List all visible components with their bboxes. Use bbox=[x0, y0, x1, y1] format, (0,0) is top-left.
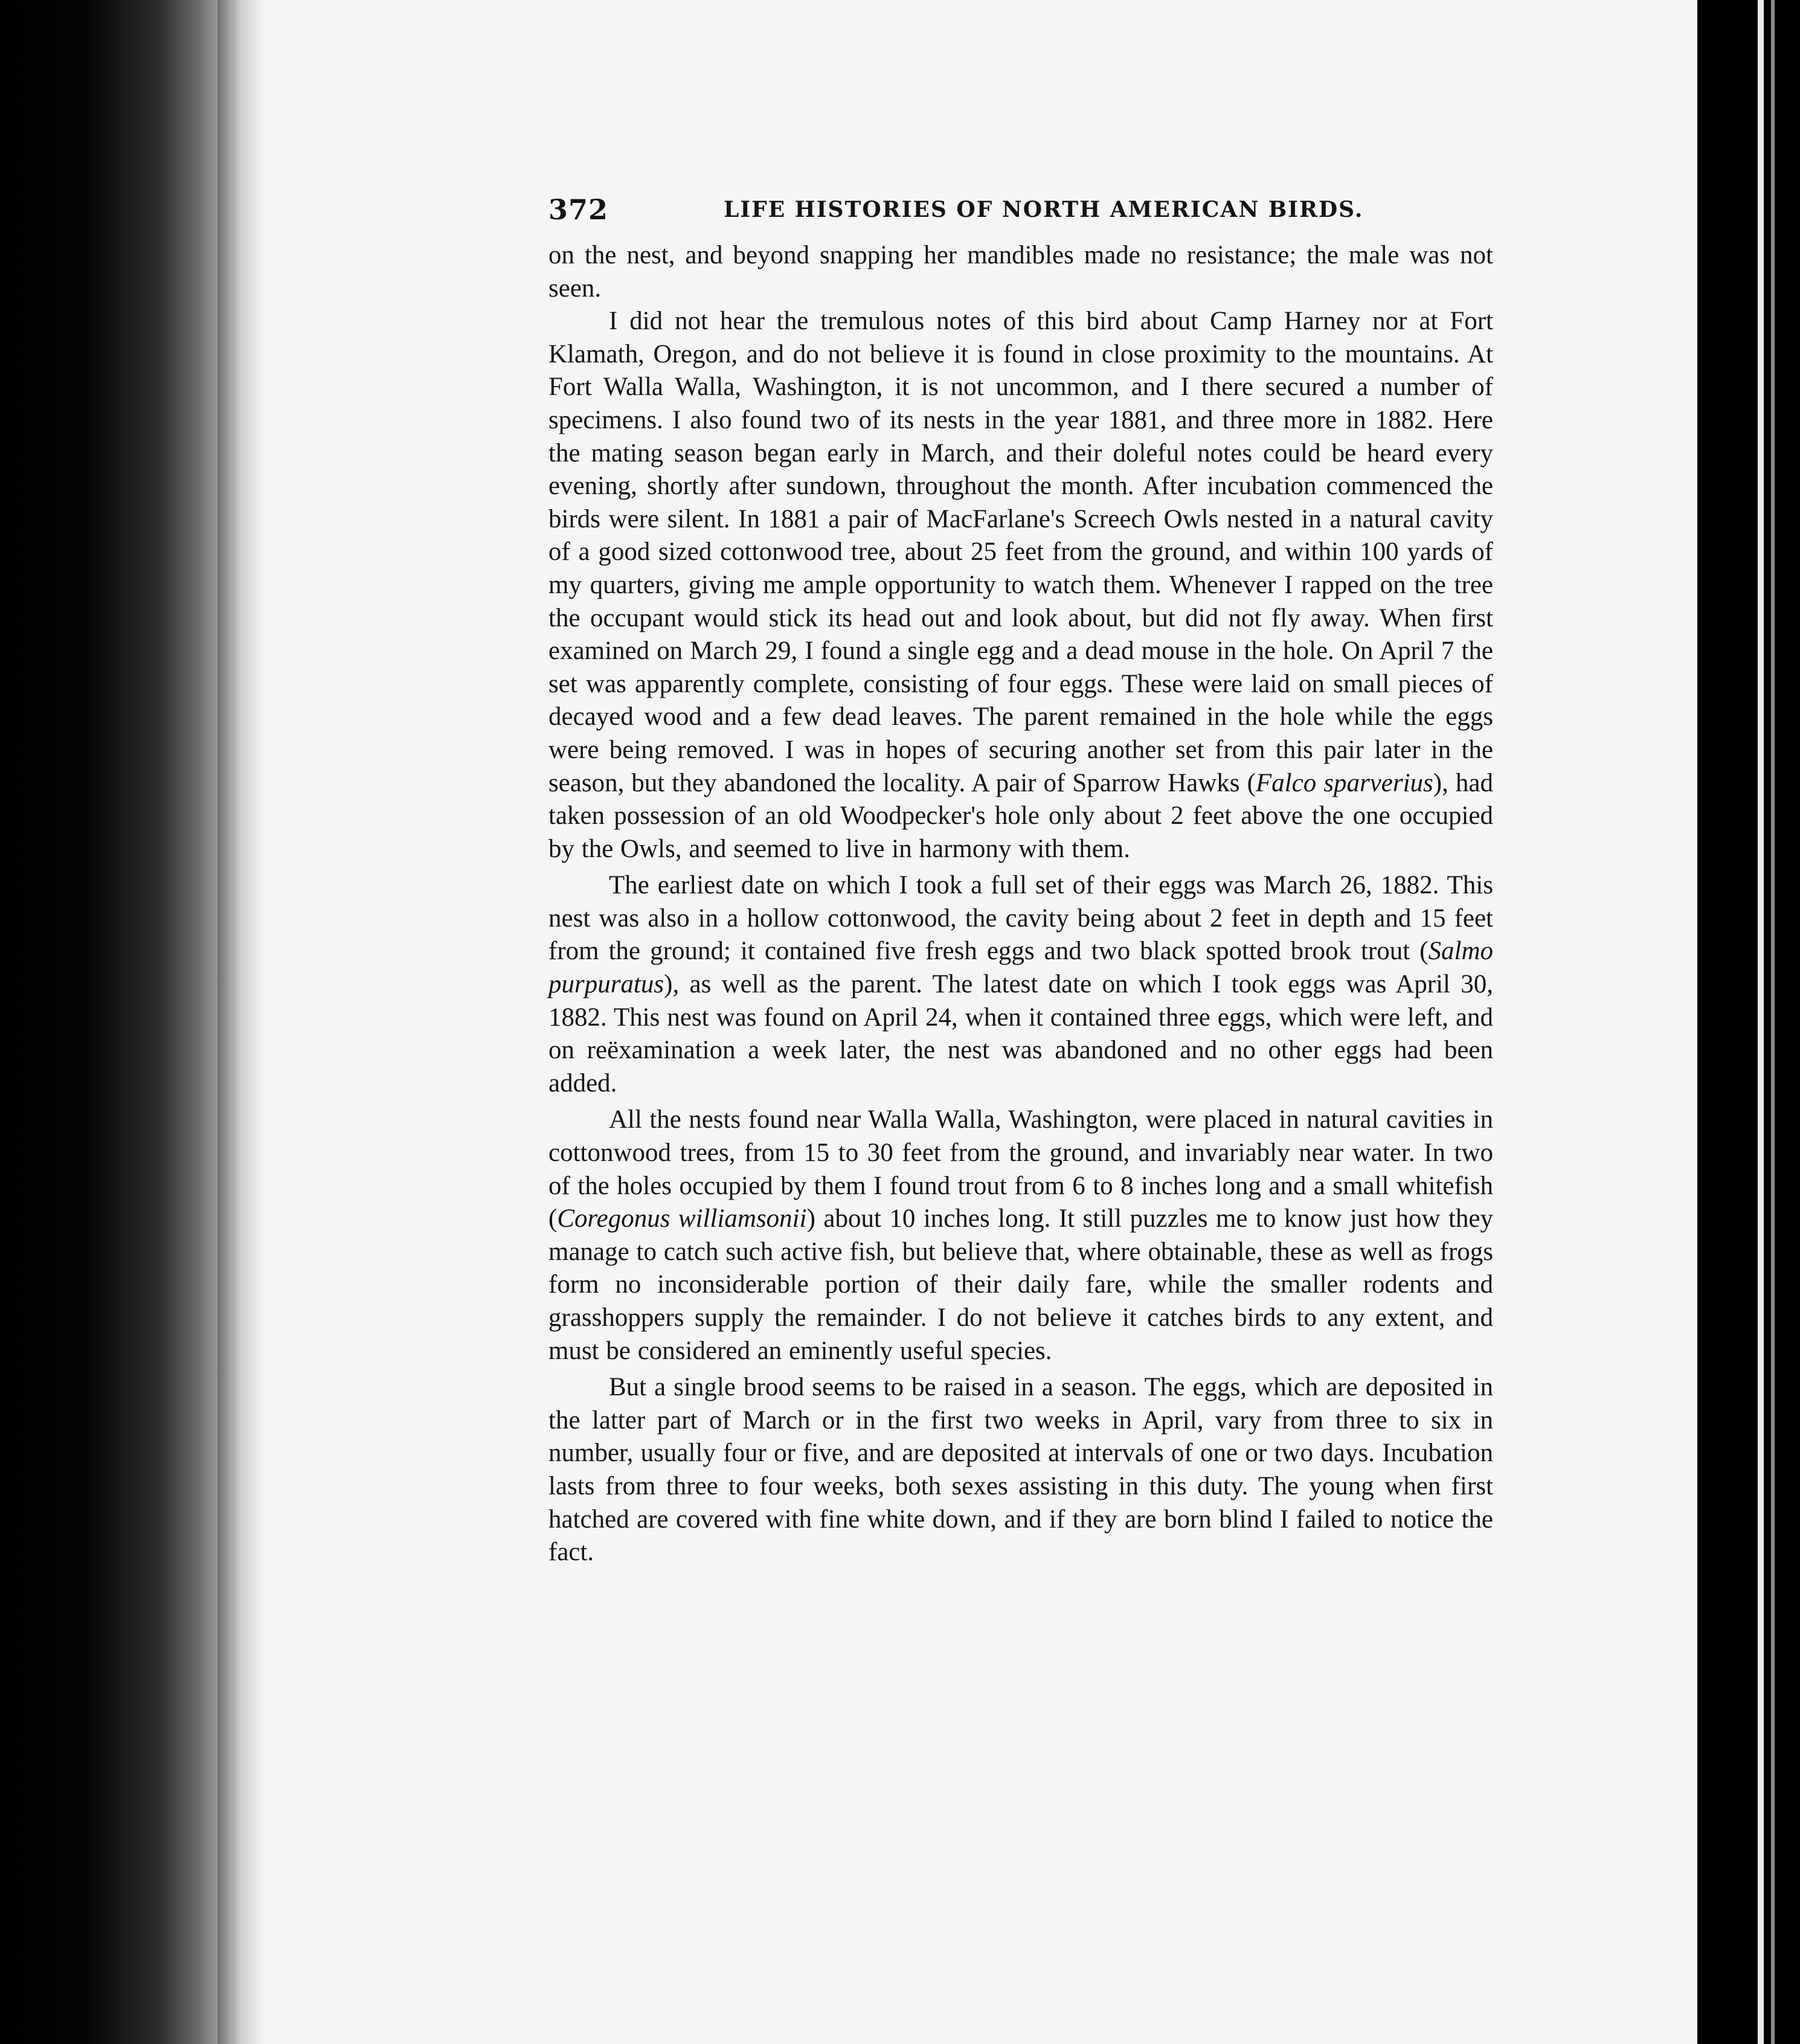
running-head bbox=[548, 193, 1493, 236]
paragraph-2-text-b: ), had taken possession of an old Woodpecker's hole only about 2 feet above the one occupied by the Owls, and seemed to live in harmony with them. bbox=[548, 768, 1493, 863]
paragraph-2-species-name: Falco sparverius bbox=[1255, 768, 1433, 797]
paragraph-1: on the nest, and beyond snapping her mandibles made no resistance; the male was not seen. bbox=[548, 241, 1493, 303]
right-page-edge bbox=[1697, 0, 1800, 2044]
paragraph-2-text-a: I did not hear the tremulous notes of this bird about Camp Harney nor at Fort Klamath, Oregon, and do not believe it is found in close proximity to the mountains. At Fort Walla Walla, Washington, it is not uncommon, and I there secured a number of specimens. I also found two of its nests in the year 1881, and three more in 1882. Here the mating season began early in March, and their doleful notes could be heard every evening, shortly after sundown, throughout the month. After incubation commenced the birds were silent. In 1881 a pair of MacFarlane's Screech Owls nested in a natural cavity of a good sized cottonwood tree, about 25 feet from the ground, and within 100 yards of my quarters, giving me ample opportunity to watch them. Whenever I rapped on the tree the occupant would stick its head out and look about, but did not fly away. When first examined on March 29, I found a single egg and a dead mouse in the hole. On April 7 the set was apparently complete, consisting of four eggs. These were laid on small pieces of decayed wood and a few dead leaves. The parent remained in the hole while the eggs were being removed. I was in hopes of securing another set from this pair later in the season, but they abandoned the locality. A pair of Sparrow Hawks ( bbox=[548, 307, 1493, 797]
paragraph-3 bbox=[548, 869, 1493, 1100]
page-gutter-shadow bbox=[217, 0, 266, 2044]
paragraph-2 bbox=[548, 305, 1493, 866]
page-number: 372 bbox=[548, 193, 609, 226]
paragraph-4 bbox=[548, 1104, 1493, 1367]
right-edge-grey-strip bbox=[1771, 0, 1775, 2044]
paragraph-4-species-name: Coregonus williamsonii bbox=[557, 1204, 807, 1233]
binding-shadow bbox=[0, 0, 254, 2044]
text-block bbox=[548, 193, 1493, 1569]
running-title: LIFE HISTORIES OF NORTH AMERICAN BIRDS. bbox=[724, 197, 1364, 222]
right-edge-light-strip bbox=[1758, 0, 1764, 2044]
paragraph-3-text-b: ), as well as the parent. The latest date on which I took eggs was April 30, 1882. This nest was found on April 24, when it contained three eggs, which were left, and on reëxamination a week later, the nest was abandoned and no other eggs had been added. bbox=[548, 970, 1493, 1098]
paragraph-4-text-a: All the nests found near Walla Walla, Washington, were placed in natural cavities in cottonwood trees, from 15 to 30 feet from the ground, and invariably near water. In two of the holes occupied by them I found trout from 6 to 8 inches long and a small whitefish ( bbox=[548, 1105, 1493, 1233]
paragraph-3-species-name: Salmo purpuratus bbox=[548, 937, 1493, 999]
paragraph-4-text-b: ) about 10 inches long. It still puzzles me to know just how they manage to catch such active fish, but believe that, where obtainable, these as well as frogs form no inconsiderable portion of their daily fare, while the smaller rodents and grasshoppers supply the remainder. I do not believe it catches birds to any extent, and must be considered an eminently useful species. bbox=[548, 1204, 1493, 1365]
paragraph-3-text-a: The earliest date on which I took a full set of their eggs was March 26, 1882. This nest was also in a hollow cottonwood, the cavity being about 2 feet in depth and 15 feet from the ground; it contained five fresh eggs and two black spotted brook trout ( bbox=[548, 871, 1493, 966]
paragraph-5: But a single brood seems to be raised in a season. The eggs, which are deposited in the latter part of March or in the first two weeks in April, vary from three to six in number, usually four or five, and are deposited at intervals of one or two days. Incubation lasts from three to four weeks, both sexes assisting in this duty. The young when first hatched are covered with fine white down, and if they are born blind I failed to notice the fact. bbox=[548, 1373, 1493, 1567]
